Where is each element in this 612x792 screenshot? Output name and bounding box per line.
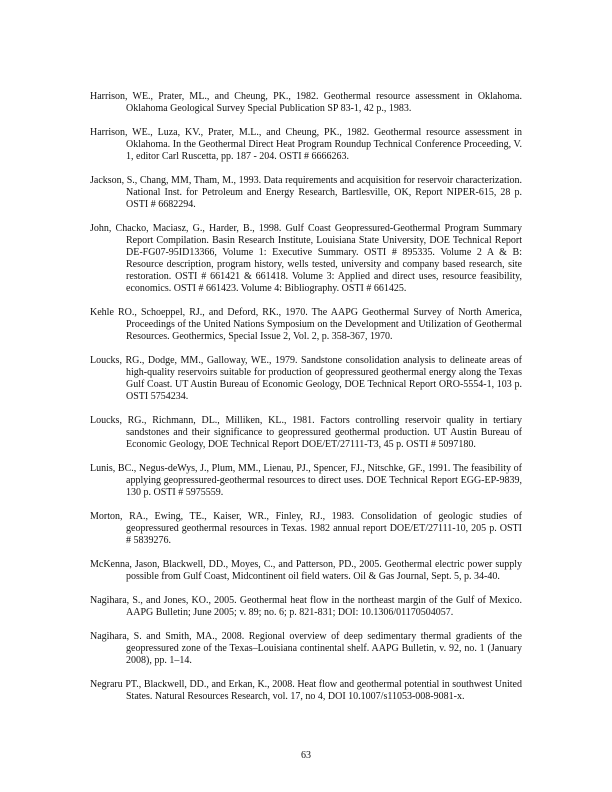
- reference-entry: Loucks, RG., Richmann, DL., Milliken, KL., 1981. Factors controlling reservoir quality in tertiary sandstones and their significance to geopressured geothermal production. UT Austin Bureau of Economic Geology, DOE Technical Report DOE/ET/27111-T3, 45 p. OSTI # 5097180.: [90, 415, 522, 450]
- reference-entry: Morton, RA., Ewing, TE., Kaiser, WR., Finley, RJ., 1983. Consolidation of geologic studies of geopressured geothermal resources in Texas. 1982 annual report DOE/ET/27111-10, 205 p. OSTI # 5839276.: [90, 511, 522, 546]
- reference-entry: Loucks, RG., Dodge, MM., Galloway, WE., 1979. Sandstone consolidation analysis to delineate areas of high-quality reservoirs suitable for production of geopressured geothermal energy along the Texas Gulf Coast. UT Austin Bureau of Economic Geology, DOE Technical Report ORO-5554-1, 103 p. OSTI 5754234.: [90, 355, 522, 402]
- reference-entry: Negraru PT., Blackwell, DD., and Erkan, K., 2008. Heat flow and geothermal potential in southwest United States. Natural Resources Research, vol. 17, no 4, DOI 10.1007/s11053-008-9081-x.: [90, 679, 522, 702]
- reference-entry: Harrison, WE., Prater, ML., and Cheung, PK., 1982. Geothermal resource assessment in Oklahoma. Oklahoma Geological Survey Special Publication SP 83-1, 42 p., 1983.: [90, 91, 522, 114]
- reference-entry: McKenna, Jason, Blackwell, DD., Moyes, C., and Patterson, PD., 2005. Geothermal electric power supply possible from Gulf Coast, Midcontinent oil field waters. Oil & Gas Journal, Sept. 5, p. 34-40.: [90, 559, 522, 582]
- page-number: 63: [301, 750, 311, 761]
- reference-entry: Jackson, S., Chang, MM, Tham, M., 1993. Data requirements and acquisition for reservoir characterization. National Inst. for Petroleum and Energy Research, Bartlesville, OK, Report NIPER-615, 28 p. OSTI # 6682294.: [90, 175, 522, 210]
- reference-entry: Lunis, BC., Negus-deWys, J., Plum, MM., Lienau, PJ., Spencer, FJ., Nitschke, GF., 1991. The feasibility of applying geopressured-geothermal resources to direct uses. DOE Technical Report EGG-EP-9839, 130 p. OSTI # 5975559.: [90, 463, 522, 498]
- reference-list: [90, 91, 522, 715]
- reference-entry: Harrison, WE., Luza, KV., Prater, M.L., and Cheung, PK., 1982. Geothermal resource assessment in Oklahoma. In the Geothermal Direct Heat Program Roundup Technical Conference Proceeding, V. 1, editor Carl Ruscetta, pp. 187 - 204. OSTI # 6666263.: [90, 127, 522, 162]
- reference-entry: Nagihara, S. and Smith, MA., 2008. Regional overview of deep sedimentary thermal gradients of the geopressured zone of the Texas–Louisiana continental shelf. AAPG Bulletin, v. 92, no. 1 (January 2008), pp. 1–14.: [90, 631, 522, 666]
- reference-entry: Kehle RO., Schoeppel, RJ., and Deford, RK., 1970. The AAPG Geothermal Survey of North America, Proceedings of the United Nations Symposium on the Development and Utilization of Geothermal Resources. Geothermics, Special Issue 2, Vol. 2, p. 358-367, 1970.: [90, 307, 522, 342]
- reference-entry: Nagihara, S., and Jones, KO., 2005. Geothermal heat flow in the northeast margin of the Gulf of Mexico. AAPG Bulletin; June 2005; v. 89; no. 6; p. 821-831; DOI: 10.1306/01170504057.: [90, 595, 522, 618]
- reference-entry: John, Chacko, Maciasz, G., Harder, B., 1998. Gulf Coast Geopressured-Geothermal Program Summary Report Compilation. Basin Research Institute, Louisiana State University, DOE Technical Report DE-FG07-95ID13366, Volume 1: Executive Summary. OSTI # 895335. Volume 2 A & B: Resource description, program history, wells tested, university and company based research, site restoration. OSTI # 661421 & 661418. Volume 3: Applied and direct uses, resource feasibility, economics. OSTI # 661423. Volume 4: Bibliography. OSTI # 661425.: [90, 223, 522, 294]
